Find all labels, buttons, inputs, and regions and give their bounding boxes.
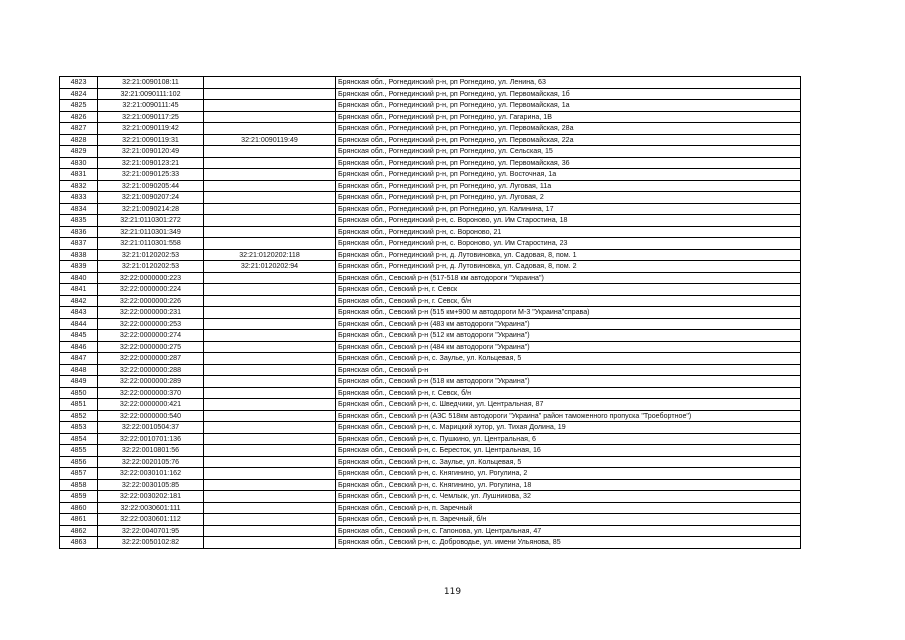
cadastral-number-cell: 32:21:0110301:558 <box>98 238 204 250</box>
table-row <box>60 514 801 526</box>
address-cell: Брянская обл., Севский р-н (512 км автодороги "Украина") <box>336 330 801 342</box>
linked-number-cell <box>204 491 336 503</box>
row-number-cell: 4845 <box>60 330 98 342</box>
address-cell: Брянская обл., Рогнединский р-н, с. Вороново, 21 <box>336 226 801 238</box>
row-number-cell: 4833 <box>60 192 98 204</box>
row-number-cell: 4828 <box>60 134 98 146</box>
address-cell: Брянская обл., Рогнединский р-н, рп Рогнедино, ул. Ленина, 63 <box>336 77 801 89</box>
cadastral-number-cell: 32:21:0090119:31 <box>98 134 204 146</box>
table-row <box>60 537 801 549</box>
row-number-cell: 4851 <box>60 399 98 411</box>
linked-number-cell <box>204 387 336 399</box>
table-row <box>60 456 801 468</box>
linked-number-cell <box>204 399 336 411</box>
table-row <box>60 330 801 342</box>
row-number-cell: 4861 <box>60 514 98 526</box>
linked-number-cell <box>204 537 336 549</box>
cadastral-number-cell: 32:22:0010504:37 <box>98 422 204 434</box>
row-number-cell: 4853 <box>60 422 98 434</box>
row-number-cell: 4857 <box>60 468 98 480</box>
address-cell: Брянская обл., Рогнединский р-н, рп Рогнедино, ул. Первомайская, 28а <box>336 123 801 135</box>
row-number-cell: 4831 <box>60 169 98 181</box>
cadastral-number-cell: 32:22:0030202:181 <box>98 491 204 503</box>
address-cell: Брянская обл., Севский р-н, с. Княгинино, ул. Рогулина, 18 <box>336 479 801 491</box>
cadastral-number-cell: 32:22:0000000:274 <box>98 330 204 342</box>
address-cell: Брянская обл., Севский р-н, г. Севск <box>336 284 801 296</box>
linked-number-cell <box>204 410 336 422</box>
cadastral-number-cell: 32:22:0000000:224 <box>98 284 204 296</box>
linked-number-cell <box>204 284 336 296</box>
linked-number-cell <box>204 456 336 468</box>
table-row <box>60 284 801 296</box>
table-row <box>60 123 801 135</box>
cadastral-number-cell: 32:21:0090117:25 <box>98 111 204 123</box>
table-row <box>60 525 801 537</box>
cadastral-number-cell: 32:22:0000000:370 <box>98 387 204 399</box>
address-cell: Брянская обл., Севский р-н, с. Шведчики, ул. Центральная, 87 <box>336 399 801 411</box>
row-number-cell: 4843 <box>60 307 98 319</box>
row-number-cell: 4827 <box>60 123 98 135</box>
linked-number-cell <box>204 445 336 457</box>
cadastral-number-cell: 32:21:0090125:33 <box>98 169 204 181</box>
address-cell: Брянская обл., Севский р-н (518 км автодороги "Украина") <box>336 376 801 388</box>
address-cell: Брянская обл., Севский р-н, с. Пушкино, ул. Центральная, 6 <box>336 433 801 445</box>
cadastral-number-cell: 32:21:0120202:53 <box>98 249 204 261</box>
cadastral-number-cell: 32:22:0000000:253 <box>98 318 204 330</box>
row-number-cell: 4846 <box>60 341 98 353</box>
row-number-cell: 4863 <box>60 537 98 549</box>
row-number-cell: 4848 <box>60 364 98 376</box>
address-cell: Брянская обл., Севский р-н, п. Заречный <box>336 502 801 514</box>
table-row <box>60 387 801 399</box>
table-row <box>60 226 801 238</box>
table-row <box>60 88 801 100</box>
linked-number-cell <box>204 433 336 445</box>
linked-number-cell <box>204 192 336 204</box>
table-row <box>60 399 801 411</box>
cadastral-number-cell: 32:21:0090111:102 <box>98 88 204 100</box>
cadastral-number-cell: 32:21:0110301:349 <box>98 226 204 238</box>
address-cell: Брянская обл., Рогнединский р-н, рп Рогнедино, ул. Первомайская, 1а <box>336 100 801 112</box>
address-cell: Брянская обл., Севский р-н, с. Марицкий хутор, ул. Тихая Долина, 19 <box>336 422 801 434</box>
cadastral-number-cell: 32:22:0030101:162 <box>98 468 204 480</box>
row-number-cell: 4858 <box>60 479 98 491</box>
row-number-cell: 4829 <box>60 146 98 158</box>
table-row <box>60 238 801 250</box>
table-row <box>60 353 801 365</box>
address-cell: Брянская обл., Рогнединский р-н, рп Рогнедино, ул. Луговая, 2 <box>336 192 801 204</box>
address-cell: Брянская обл., Севский р-н, с. Доброводье, ул. имени Ульянова, 85 <box>336 537 801 549</box>
table-row <box>60 422 801 434</box>
row-number-cell: 4849 <box>60 376 98 388</box>
linked-number-cell: 32:21:0120202:94 <box>204 261 336 273</box>
row-number-cell: 4841 <box>60 284 98 296</box>
row-number-cell: 4862 <box>60 525 98 537</box>
row-number-cell: 4830 <box>60 157 98 169</box>
row-number-cell: 4838 <box>60 249 98 261</box>
row-number-cell: 4837 <box>60 238 98 250</box>
address-cell: Брянская обл., Рогнединский р-н, с. Вороново, ул. Им Старостина, 23 <box>336 238 801 250</box>
row-number-cell: 4840 <box>60 272 98 284</box>
linked-number-cell <box>204 376 336 388</box>
cadastral-number-cell: 32:21:0090120:49 <box>98 146 204 158</box>
page-number: 119 <box>443 587 462 597</box>
linked-number-cell <box>204 146 336 158</box>
table-row <box>60 180 801 192</box>
address-cell: Брянская обл., Рогнединский р-н, рп Рогнедино, ул. Первомайская, 36 <box>336 157 801 169</box>
cadastral-number-cell: 32:21:0090108:11 <box>98 77 204 89</box>
row-number-cell: 4824 <box>60 88 98 100</box>
cadastral-number-cell: 32:22:0000000:287 <box>98 353 204 365</box>
linked-number-cell <box>204 123 336 135</box>
cadastral-number-cell: 32:21:0120202:53 <box>98 261 204 273</box>
linked-number-cell <box>204 111 336 123</box>
row-number-cell: 4823 <box>60 77 98 89</box>
address-cell: Брянская обл., Рогнединский р-н, рп Рогнедино, ул. Гагарина, 1В <box>336 111 801 123</box>
address-cell: Брянская обл., Севский р-н (515 км+900 м автодороги М-3 "Украина"справа) <box>336 307 801 319</box>
cadastral-number-cell: 32:22:0050102:82 <box>98 537 204 549</box>
cadastral-number-cell: 32:21:0090111:45 <box>98 100 204 112</box>
address-cell: Брянская обл., Рогнединский р-н, рп Рогнедино, ул. Первомайская, 22а <box>336 134 801 146</box>
row-number-cell: 4847 <box>60 353 98 365</box>
linked-number-cell <box>204 88 336 100</box>
table-row <box>60 307 801 319</box>
table-row <box>60 502 801 514</box>
table-row <box>60 479 801 491</box>
linked-number-cell <box>204 514 336 526</box>
linked-number-cell <box>204 468 336 480</box>
address-cell: Брянская обл., Севский р-н (АЗС 518км автодороги "Украина" район таможенного пропуска "Троебортное") <box>336 410 801 422</box>
table-row <box>60 169 801 181</box>
cadastral-number-cell: 32:22:0000000:421 <box>98 399 204 411</box>
row-number-cell: 4826 <box>60 111 98 123</box>
row-number-cell: 4825 <box>60 100 98 112</box>
linked-number-cell <box>204 422 336 434</box>
cadastral-number-cell: 32:22:0000000:226 <box>98 295 204 307</box>
linked-number-cell <box>204 353 336 365</box>
row-number-cell: 4835 <box>60 215 98 227</box>
table-row <box>60 146 801 158</box>
address-cell: Брянская обл., Рогнединский р-н, рп Рогнедино, ул. Первомайская, 1б <box>336 88 801 100</box>
linked-number-cell <box>204 307 336 319</box>
table-row <box>60 249 801 261</box>
cadastral-number-cell: 32:22:0000000:275 <box>98 341 204 353</box>
address-cell: Брянская обл., Севский р-н (483 км автодороги "Украина") <box>336 318 801 330</box>
cadastral-number-cell: 32:22:0000000:231 <box>98 307 204 319</box>
row-number-cell: 4852 <box>60 410 98 422</box>
linked-number-cell <box>204 77 336 89</box>
row-number-cell: 4860 <box>60 502 98 514</box>
linked-number-cell <box>204 479 336 491</box>
cadastral-number-cell: 32:22:0030601:112 <box>98 514 204 526</box>
cadastral-number-cell: 32:22:0020105:76 <box>98 456 204 468</box>
linked-number-cell <box>204 318 336 330</box>
address-cell: Брянская обл., Севский р-н, г. Севск, б/н <box>336 295 801 307</box>
cadastral-number-cell: 32:22:0040701:95 <box>98 525 204 537</box>
row-number-cell: 4844 <box>60 318 98 330</box>
row-number-cell: 4855 <box>60 445 98 457</box>
cadastral-number-cell: 32:22:0000000:289 <box>98 376 204 388</box>
linked-number-cell <box>204 226 336 238</box>
address-cell: Брянская обл., Севский р-н, г. Севск, б/н <box>336 387 801 399</box>
table-row <box>60 491 801 503</box>
table-row <box>60 341 801 353</box>
table-row <box>60 376 801 388</box>
address-cell: Брянская обл., Севский р-н, с. Заулье, ул. Кольцевая, 5 <box>336 353 801 365</box>
row-number-cell: 4832 <box>60 180 98 192</box>
address-cell: Брянская обл., Севский р-н, с. Княгинино, ул. Рогулина, 2 <box>336 468 801 480</box>
table-row <box>60 203 801 215</box>
row-number-cell: 4834 <box>60 203 98 215</box>
linked-number-cell <box>204 330 336 342</box>
linked-number-cell <box>204 100 336 112</box>
cadastral-number-cell: 32:22:0030105:85 <box>98 479 204 491</box>
row-number-cell: 4842 <box>60 295 98 307</box>
linked-number-cell: 32:21:0120202:118 <box>204 249 336 261</box>
table-row <box>60 295 801 307</box>
address-cell: Брянская обл., Севский р-н, с. Чемлыж, ул. Лушникова, 32 <box>336 491 801 503</box>
table-row <box>60 272 801 284</box>
cadastral-number-cell: 32:22:0030601:111 <box>98 502 204 514</box>
table-row <box>60 77 801 89</box>
table-row <box>60 318 801 330</box>
address-cell: Брянская обл., Севский р-н (484 км автодороги "Украина") <box>336 341 801 353</box>
address-cell: Брянская обл., Рогнединский р-н, рп Рогнедино, ул. Восточная, 1а <box>336 169 801 181</box>
linked-number-cell <box>204 364 336 376</box>
row-number-cell: 4859 <box>60 491 98 503</box>
address-cell: Брянская обл., Рогнединский р-н, д. Лутовиновка, ул. Садовая, 8, пом. 2 <box>336 261 801 273</box>
linked-number-cell <box>204 238 336 250</box>
table-row <box>60 261 801 273</box>
table-row <box>60 134 801 146</box>
address-cell: Брянская обл., Севский р-н, п. Заречный, б/н <box>336 514 801 526</box>
table-row <box>60 410 801 422</box>
address-cell: Брянская обл., Севский р-н, с. Заулье, ул. Кольцевая, 5 <box>336 456 801 468</box>
cadastral-number-cell: 32:21:0090205:44 <box>98 180 204 192</box>
table-row <box>60 157 801 169</box>
linked-number-cell: 32:21:0090119:49 <box>204 134 336 146</box>
cadastral-number-cell: 32:21:0110301:272 <box>98 215 204 227</box>
linked-number-cell <box>204 272 336 284</box>
address-cell: Брянская обл., Севский р-н (517-518 км автодороги "Украина") <box>336 272 801 284</box>
address-cell: Брянская обл., Рогнединский р-н, рп Рогнедино, ул. Калинина, 17 <box>336 203 801 215</box>
cadastral-number-cell: 32:22:0000000:540 <box>98 410 204 422</box>
cadastral-number-cell: 32:22:0000000:223 <box>98 272 204 284</box>
row-number-cell: 4850 <box>60 387 98 399</box>
cadastral-number-cell: 32:21:0090207:24 <box>98 192 204 204</box>
table-row <box>60 192 801 204</box>
row-number-cell: 4854 <box>60 433 98 445</box>
cadastral-number-cell: 32:21:0090119:42 <box>98 123 204 135</box>
address-cell: Брянская обл., Севский р-н, с. Бересток, ул. Центральная, 16 <box>336 445 801 457</box>
cadastral-number-cell: 32:22:0010701:136 <box>98 433 204 445</box>
address-cell: Брянская обл., Севский р-н, с. Гапонова, ул. Центральная, 47 <box>336 525 801 537</box>
table-row <box>60 215 801 227</box>
linked-number-cell <box>204 157 336 169</box>
table-row <box>60 445 801 457</box>
table-body <box>60 77 801 549</box>
cadastral-table <box>59 76 801 549</box>
linked-number-cell <box>204 502 336 514</box>
linked-number-cell <box>204 180 336 192</box>
address-cell: Брянская обл., Рогнединский р-н, рп Рогнедино, ул. Сельская, 15 <box>336 146 801 158</box>
cadastral-number-cell: 32:22:0010801:56 <box>98 445 204 457</box>
table-row <box>60 364 801 376</box>
cadastral-number-cell: 32:21:0090123:21 <box>98 157 204 169</box>
linked-number-cell <box>204 525 336 537</box>
row-number-cell: 4839 <box>60 261 98 273</box>
table-row <box>60 433 801 445</box>
address-cell: Брянская обл., Рогнединский р-н, рп Рогнедино, ул. Луговая, 11а <box>336 180 801 192</box>
address-cell: Брянская обл., Рогнединский р-н, д. Лутовиновка, ул. Садовая, 8, пом. 1 <box>336 249 801 261</box>
table-row <box>60 111 801 123</box>
table-row <box>60 468 801 480</box>
row-number-cell: 4836 <box>60 226 98 238</box>
cadastral-number-cell: 32:22:0000000:288 <box>98 364 204 376</box>
row-number-cell: 4856 <box>60 456 98 468</box>
linked-number-cell <box>204 203 336 215</box>
address-cell: Брянская обл., Рогнединский р-н, с. Вороново, ул. Им Старостина, 18 <box>336 215 801 227</box>
linked-number-cell <box>204 215 336 227</box>
linked-number-cell <box>204 295 336 307</box>
address-cell: Брянская обл., Севский р-н <box>336 364 801 376</box>
linked-number-cell <box>204 341 336 353</box>
linked-number-cell <box>204 169 336 181</box>
table-row <box>60 100 801 112</box>
cadastral-number-cell: 32:21:0090214:28 <box>98 203 204 215</box>
